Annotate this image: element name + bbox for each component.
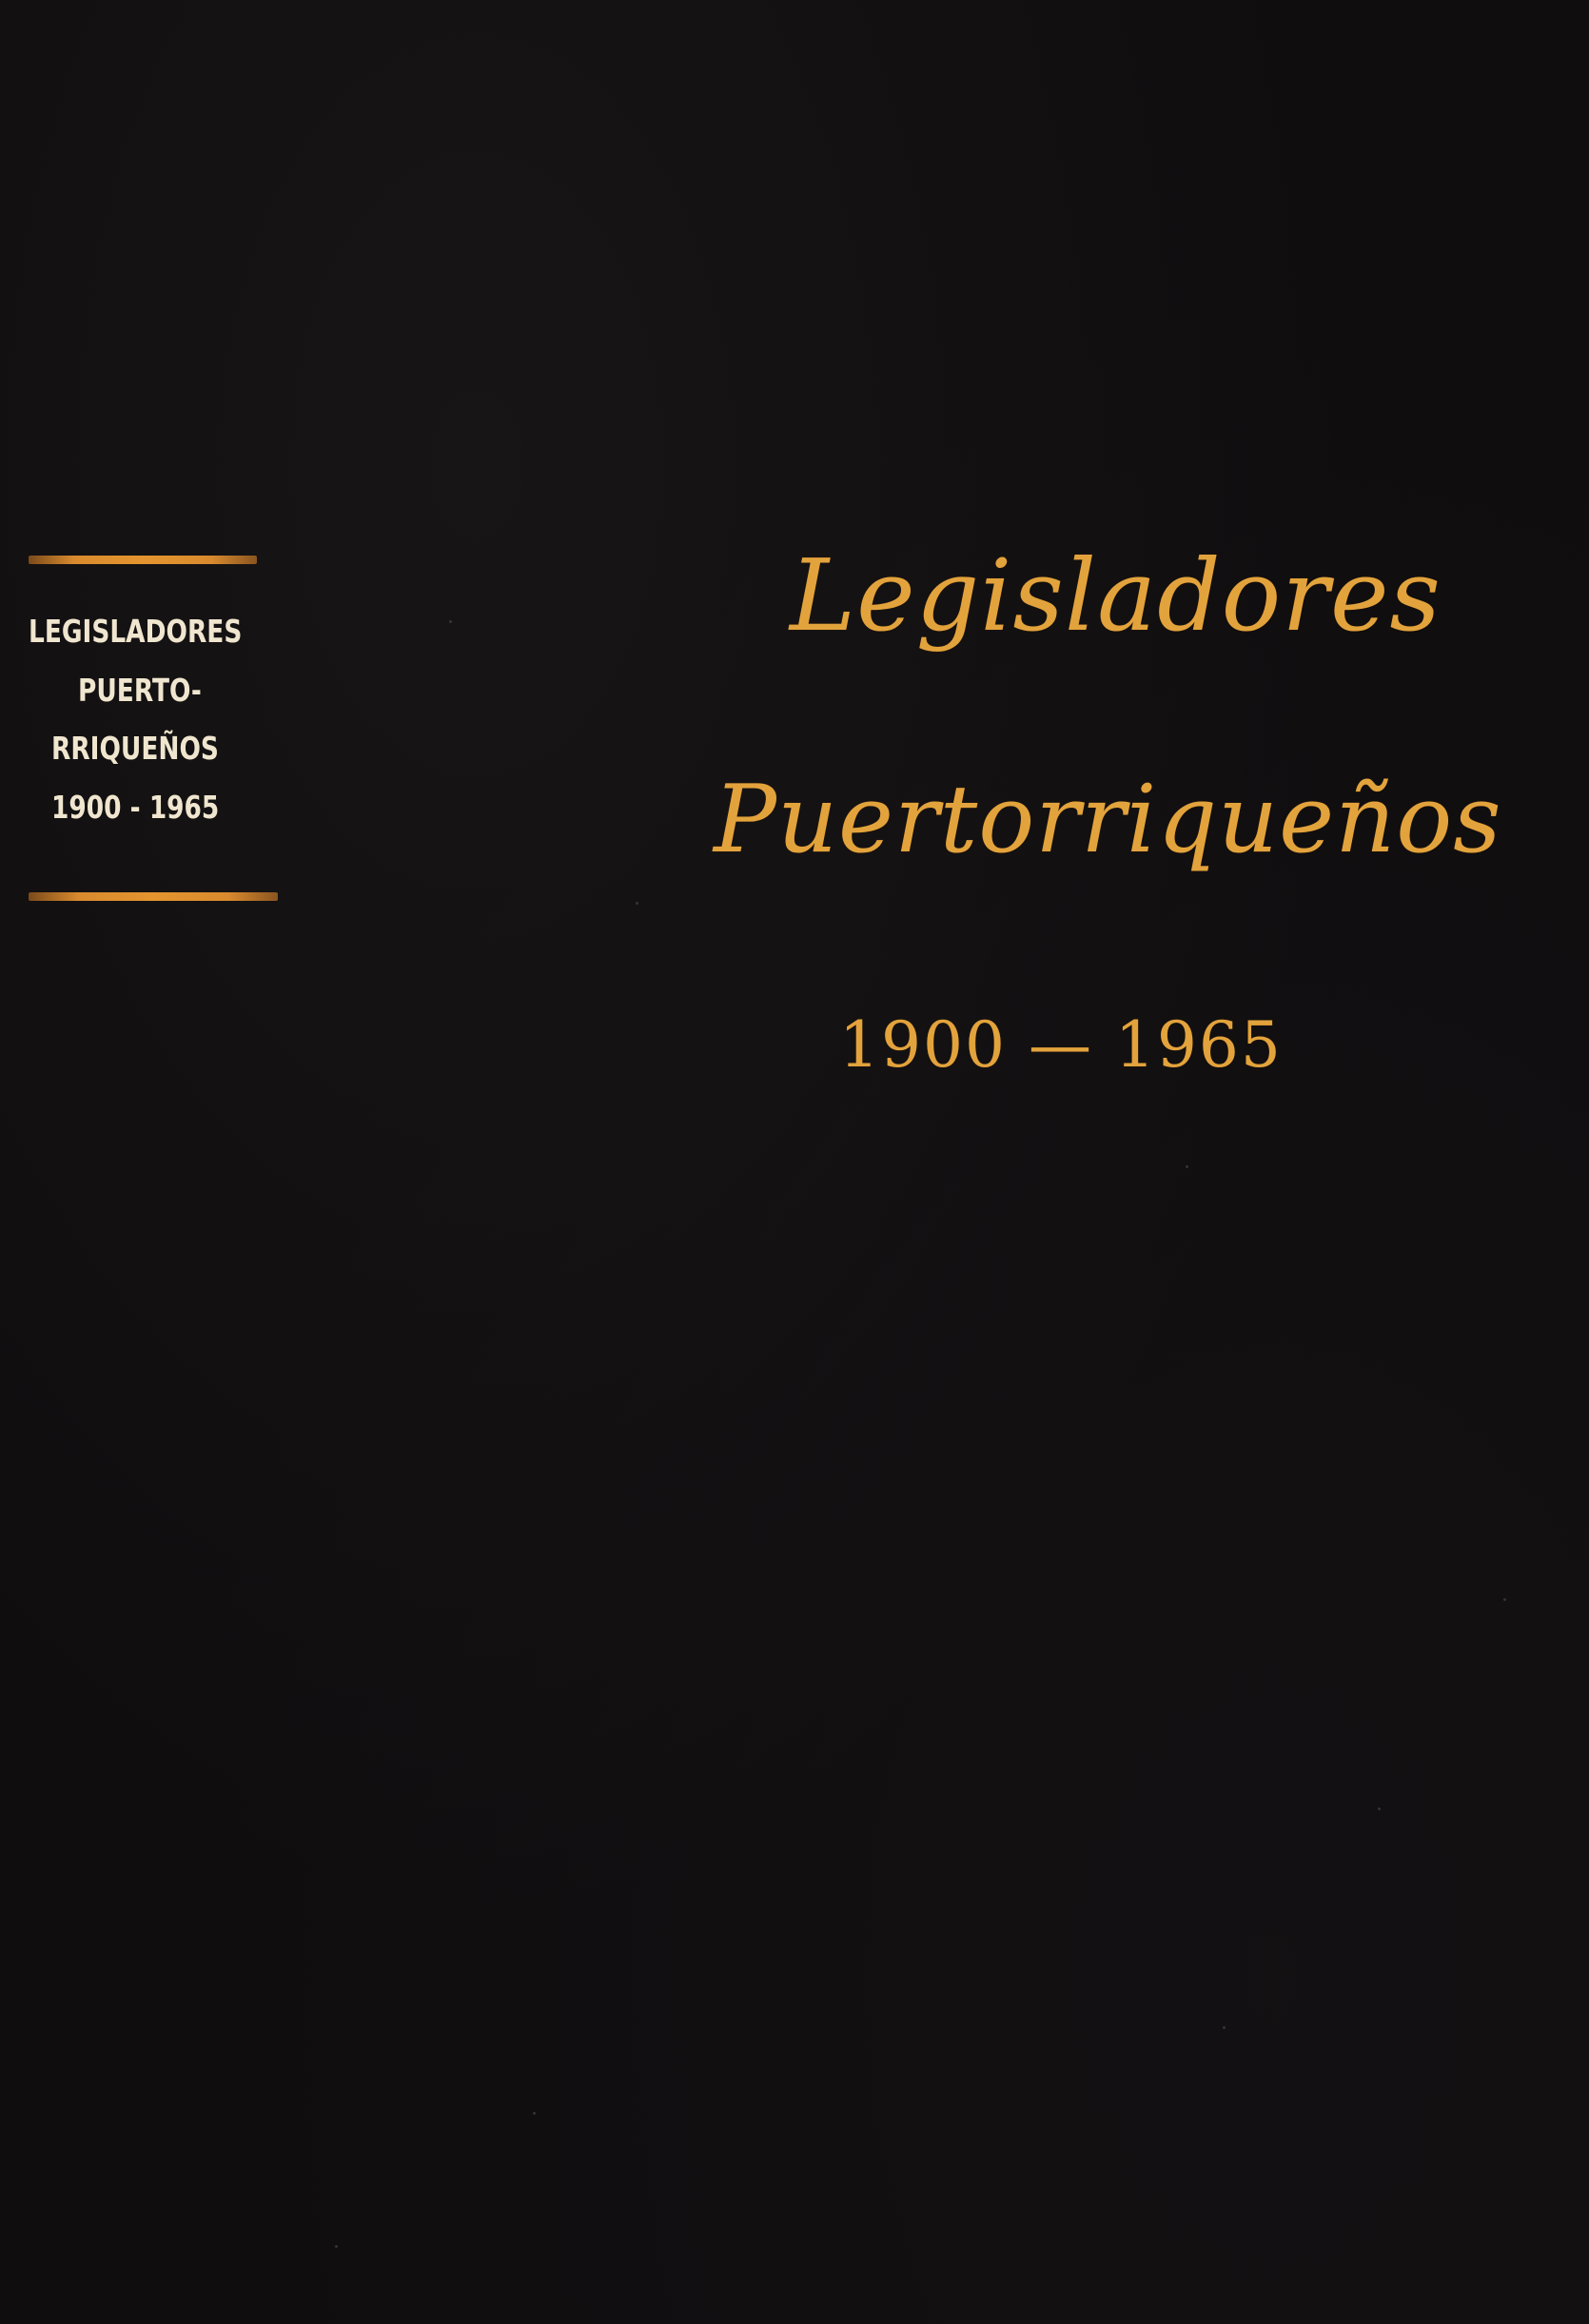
cover-title-line-1: Legisladores [790, 537, 1442, 654]
cover-title-line-2: Puertorriqueños [714, 766, 1502, 874]
cover-dates: 1900 — 1965 [839, 1008, 1283, 1082]
speck [449, 620, 452, 623]
speck [1223, 2026, 1226, 2029]
speck [1378, 1807, 1381, 1810]
speck [1186, 1165, 1188, 1168]
spine-title-line-3: RRIQUEÑOS [51, 730, 219, 767]
spine-title-line-1: LEGISLADORES [29, 613, 243, 650]
speck [335, 2245, 338, 2248]
spine-top-rule [29, 556, 257, 564]
spine-dates: 1900 - 1965 [51, 789, 220, 826]
speck [1503, 1598, 1506, 1601]
spine-label [29, 556, 278, 904]
speck [533, 2112, 536, 2115]
speck [636, 902, 638, 905]
spine-bottom-rule [29, 892, 278, 901]
spine-title-line-2: PUERTO- [78, 672, 202, 709]
